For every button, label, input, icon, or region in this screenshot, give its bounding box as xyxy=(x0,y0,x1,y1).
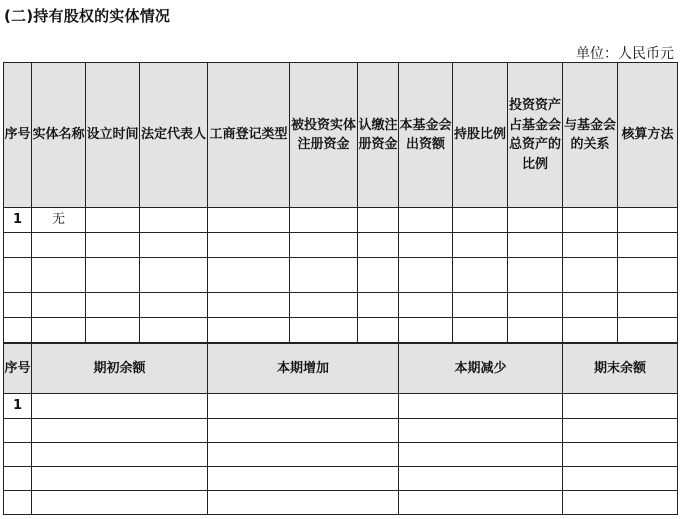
header-cell: 与基金会的关系 xyxy=(563,63,618,208)
row-number xyxy=(4,491,32,515)
row-number xyxy=(4,467,32,491)
table-row xyxy=(4,233,678,258)
header-cell: 工商登记类型 xyxy=(208,63,290,208)
table-row xyxy=(4,318,678,343)
header-cell: 序号 xyxy=(4,63,32,208)
entity-table-header xyxy=(4,63,678,208)
row-number xyxy=(4,233,32,258)
entity-name-cell: 无 xyxy=(32,208,86,233)
header-cell: 期初余额 xyxy=(32,344,208,394)
entity-name-cell xyxy=(32,318,86,343)
table-row xyxy=(4,258,678,293)
header-cell: 设立时间 xyxy=(86,63,140,208)
table-row xyxy=(4,443,678,467)
header-cell: 序号 xyxy=(4,344,32,394)
table-row xyxy=(4,419,678,443)
entity-name-cell xyxy=(32,258,86,293)
entity-name-cell xyxy=(32,233,86,258)
row-number: 1 xyxy=(4,208,32,233)
row-number xyxy=(4,318,32,343)
header-cell: 核算方法 xyxy=(618,63,678,208)
unit-label: 单位：人民币元 xyxy=(576,46,674,62)
entity-name-cell xyxy=(32,293,86,318)
balance-table-header xyxy=(4,344,678,394)
entity-table xyxy=(3,62,678,343)
row-number xyxy=(4,419,32,443)
row-number xyxy=(4,443,32,467)
table-row xyxy=(4,394,678,419)
row-number: 1 xyxy=(4,394,32,419)
header-cell: 被投资实体注册资金 xyxy=(290,63,358,208)
header-cell: 本期减少 xyxy=(399,344,563,394)
header-cell: 认缴注册资金 xyxy=(358,63,399,208)
balance-table xyxy=(3,343,678,515)
table-row xyxy=(4,491,678,515)
header-cell: 持股比例 xyxy=(453,63,508,208)
row-number xyxy=(4,293,32,318)
header-cell: 法定代表人 xyxy=(140,63,208,208)
section-title: (二)持有股权的实体情况 xyxy=(4,7,171,25)
row-number xyxy=(4,258,32,293)
header-cell: 实体名称 xyxy=(32,63,86,208)
table-row xyxy=(4,293,678,318)
header-cell: 本期增加 xyxy=(208,344,399,394)
table-row xyxy=(4,208,678,233)
header-cell: 期末余额 xyxy=(563,344,678,394)
header-cell: 投资资产占基金会总资产的比例 xyxy=(508,63,563,208)
header-cell: 本基金会出资额 xyxy=(399,63,453,208)
table-row xyxy=(4,467,678,491)
